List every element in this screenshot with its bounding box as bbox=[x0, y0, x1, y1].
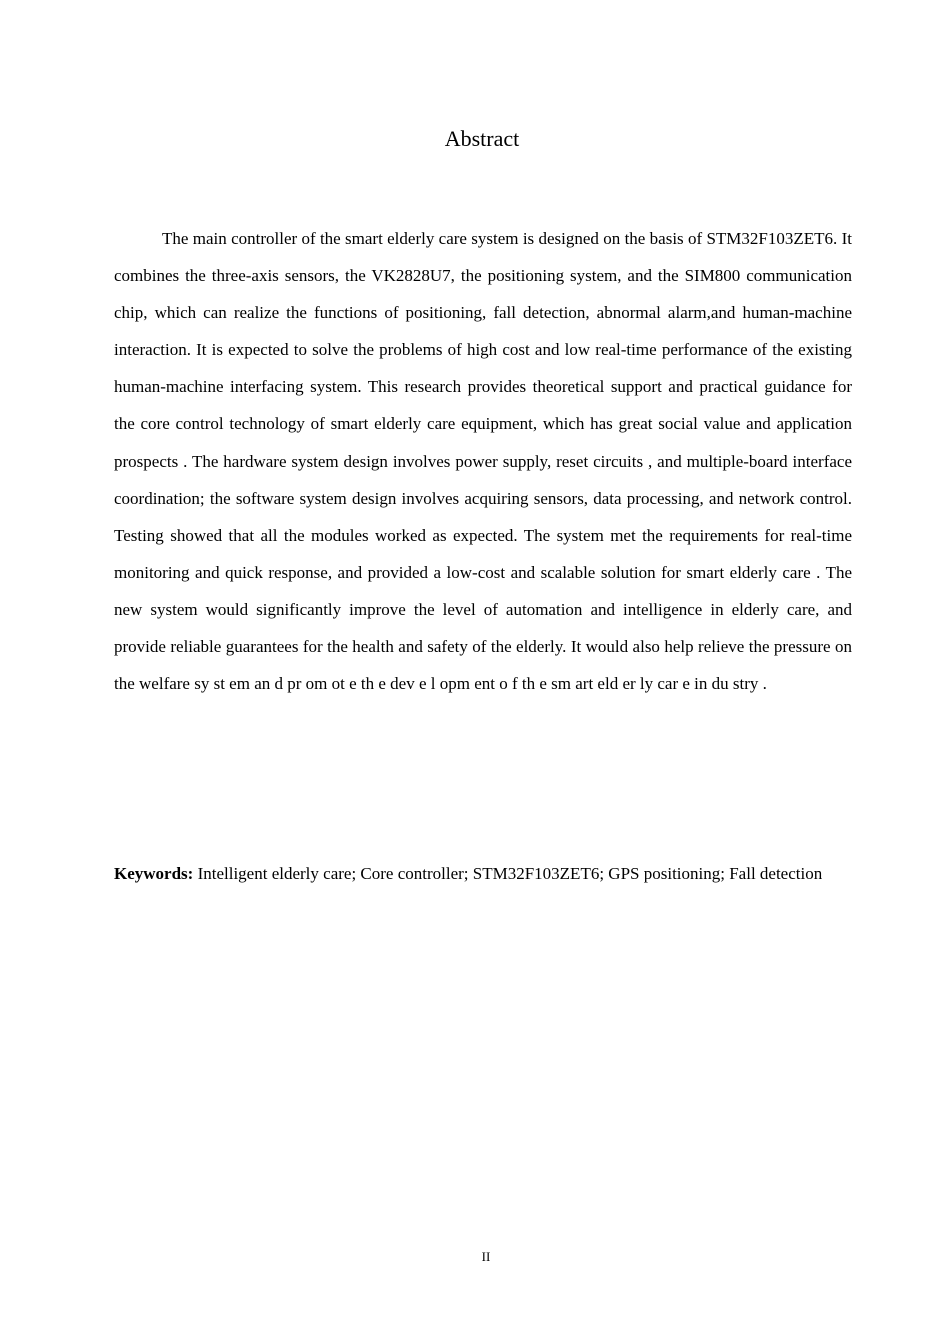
page-title: Abstract bbox=[444, 126, 520, 151]
abstract-paragraph: The main controller of the smart elderly care system is designed on the basis of STM32F103ZET6. It combines the three-axis sensors, the VK2828U7, the positioning system, and the SIM800 communication chip, which can realize the functions of positioning, fall detection, abnormal alarm,and human-machine interaction. It is expected to solve the problems of high cost and low real-time performance of the existing human-machine interfacing system. This research provides theoretical support and practical guidance for the core control technology of smart elderly care equipment, which has great social value and application prospects . The hardware system design involves power supply, reset circuits , and multiple-board interface coordination; the software system design involves acquiring sensors, data processing, and network control. Testing showed that all the modules worked as expected. The system met the requirements for real-time monitoring and quick response, and provided a low-cost and scalable solution for smart elderly care . The new system would significantly improve the level of automation and intelligence in elderly care, and provide reliable guarantees for the health and safety of the elderly. It would also help relieve the pressure on the welfare sy st em an d pr om ot e th e dev e l opm ent o f th e sm art eld er ly car e in du stry . bbox=[114, 229, 852, 694]
keywords-line bbox=[114, 856, 852, 891]
keywords-list: Intelligent elderly care; Core controller; STM32F103ZET6; GPS positioning; Fall detection bbox=[193, 864, 823, 883]
keywords-label: Keywords: bbox=[114, 864, 194, 883]
page-number: II bbox=[481, 1249, 491, 1264]
